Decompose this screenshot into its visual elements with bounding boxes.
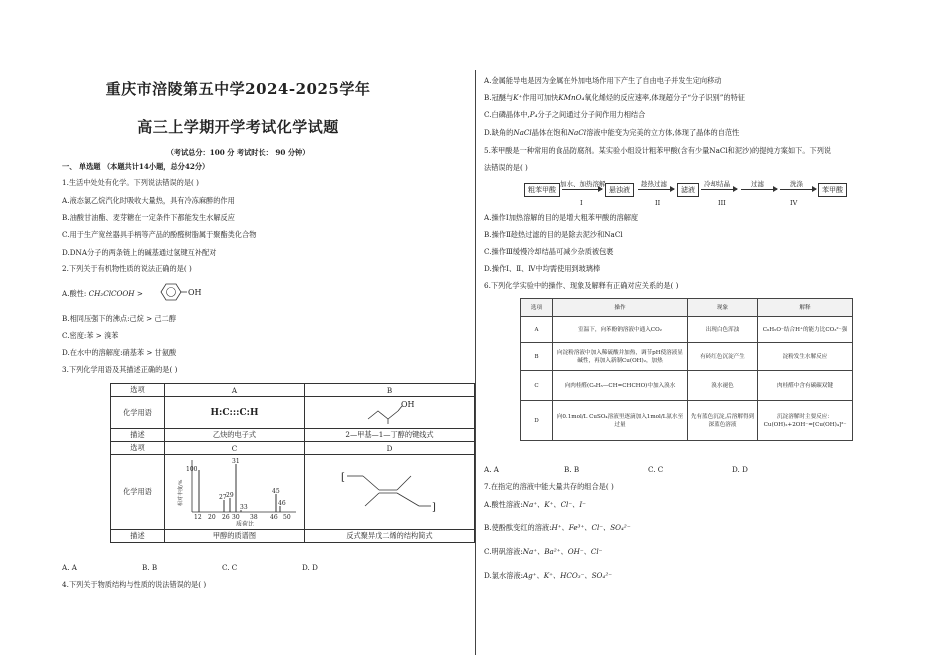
exam-info: （考试总分：100 分 考试时长： 90 分钟） [166,148,310,157]
q7-stem: 7.在指定的溶液中能大量共存的组合是( ) [484,482,614,491]
q2-option-c: C.密度:苯 > 溴苯 [62,331,119,340]
q6-row-a-explanation: C₆H₅O⁻结合H⁺的能力比CO₃²⁻强 [758,317,853,343]
ms-x-tick-12: 12 [193,514,202,521]
q4-option-b: B.冠醚与K⁺作用可加快KMnO₄氧化烯烃的反应速率,体现超分子“分子识别”的特征 [484,93,745,102]
ms-peak-label-27: 27 [218,494,227,501]
q6-row-b-explanation: 淀粉发生水解反应 [758,343,853,371]
ms-x-tick-38: 38 [249,514,258,521]
butanol-oh-label: OH [400,399,415,409]
phenol-structure [157,281,203,303]
q7-option-a: A.酸性溶液:Na⁺、K⁺、Cl⁻、I⁻ [484,500,586,509]
q6-row-d-phenomenon: 先有蓝色沉淀,后溶解得到深蓝色溶液 [688,401,758,441]
q6-row-b-operation: 向淀粉溶液中加入稀硫酸并加热，调节pH使溶液显碱性，再加入新制Cu(OH)₂，加热 [553,343,688,371]
q7-option-d: D.氯水溶液:Ag⁺、K⁺、HCO₃⁻、SO₄²⁻ [484,571,612,580]
q5-option-b: B.操作Ⅱ趁热过滤的目的是除去泥沙和NaCl [484,230,623,239]
ms-x-tick-26: 26 [221,514,230,521]
flow-box-crude: 粗苯甲酸 [524,183,560,197]
q3-row-label-desc1: 描述 [111,429,165,442]
phenol-oh-label: OH [188,288,202,297]
flow-arrow-4 [741,189,777,190]
q7-option-b: B.使酚酞变红的溶液:H⁺、Fe³⁺、Cl⁻、SO₄²⁻ [484,523,631,532]
q1-option-b: B.油酸甘油酯、麦芽糖在一定条件下都能发生水解反应 [62,213,235,222]
q5-stem-line1: 5.苯甲酸是一种常用的食品防腐剂。某实验小组设计粗苯甲酸(含有少量NaCl和泥沙)的提纯方案如下。下列说 [484,146,832,155]
q3-answer-b: B. B [142,563,158,572]
q3-header-c: C [165,442,305,455]
q5-option-c: C.操作Ⅲ缓慢冷却结晶可减少杂质被包裹 [484,247,614,256]
q3-row-label-use: 化学用语 [111,397,165,429]
ms-x-tick-50: 50 [282,514,291,521]
q2-a-formula: CH₂ClCOOH [88,289,135,298]
q2-option-b: B.相同压强下的沸点:己烷 > 己二醇 [62,314,177,323]
q6-row-d-option: D [521,401,553,441]
q6-table [520,298,853,441]
q3-d-polymer [305,455,475,530]
q6-row-d-explanation: 沉淀溶解时主要反应：Cu(OH)₂+2OH⁻=[Cu(OH)₄]²⁻ [758,401,853,441]
flow-box-suspension: 悬浊液 [605,183,634,197]
flow-step-5: 洗涤 [790,180,803,188]
ms-peak-label-31: 31 [231,458,240,465]
q6-row-a-phenomenon: 出现白色浑浊 [688,317,758,343]
q3-header-option: 选项 [111,384,165,397]
flow-arrow-5 [780,189,816,190]
svg-text:]: ] [431,502,436,513]
ms-peak-label-46: 46 [277,500,286,507]
exam-title-line2: 高三上学期开学考试化学试题 [137,118,339,136]
flow-roman-3: III [718,199,726,207]
q6-header-option: 选项 [521,299,553,317]
q3-table [110,383,475,543]
mass-spectrum-chart [170,456,300,526]
q3-a-desc: 乙炔的电子式 [165,429,305,442]
q1-option-a: A.液态氯乙烷汽化时吸收大量热，具有冷冻麻醉的作用 [62,196,235,205]
q6-header-phenomenon: 现象 [688,299,758,317]
q3-answer-a: A. A [62,563,77,572]
q6-row-b-option: B [521,343,553,371]
q4-option-c: C.白磷晶体中,P₄分子之间通过分子间作用力相结合 [484,110,646,119]
flow-box-product: 苯甲酸 [818,183,847,197]
q6-row-c-explanation: 肉桂醛中含有碳碳双键 [758,371,853,401]
q5-option-d: D.操作Ⅰ、Ⅱ、Ⅳ中均需使用到玻璃棒 [484,264,601,273]
ms-y-axis-label: 相对丰度/% [177,479,184,506]
q6-row-c-phenomenon: 溴水褪色 [688,371,758,401]
butanol-skeletal-structure [360,399,420,425]
flow-box-filtrate: 滤液 [677,183,699,197]
q3-c-desc: 甲醇的质谱图 [165,530,305,543]
q3-header-option-2: 选项 [111,442,165,455]
ms-peak-label-45: 45 [271,488,280,495]
q6-row-b-phenomenon: 有砖红色沉淀产生 [688,343,758,371]
q4-option-d: D.缺角的NaCl晶体在饱和NaCl溶液中能变为完美的立方体,体现了晶体的自范性 [484,128,740,137]
q3-row-label-desc2: 描述 [111,530,165,543]
ms-peak-label-100: 100 [185,466,197,473]
exam-title-line1: 重庆市涪陵第五中学2024-2025学年 [105,80,371,98]
q6-row-a-option: A [521,317,553,343]
ms-peak-label-29: 29 [225,492,234,499]
q6-header-operation: 操作 [553,299,688,317]
q5-flowchart [520,180,850,208]
flow-step-4: 过滤 [751,180,764,188]
q4-option-a: A.金属能导电是因为金属在外加电场作用下产生了自由电子并发生定向移动 [484,76,722,85]
q7-option-c: C.明矾溶液:Na⁺、Ba²⁺、OH⁻、Cl⁻ [484,547,603,556]
q6-answer-b: B. B [564,465,580,474]
ms-x-tick-20: 20 [207,514,216,521]
flow-roman-2: II [655,199,661,207]
q6-row-a-operation: 室温下，向苯酚钠溶液中通入CO₂ [553,317,688,343]
q4-stem: 4.下列关于物质结构与性质的说法错误的是( ) [62,580,207,589]
q6-answer-c: C. C [648,465,664,474]
flow-arrow-3 [701,189,737,190]
q6-row-d-operation: 向0.1mol/L CuSO₄溶液里逐滴加入1mol/L氨水至过量 [553,401,688,441]
q6-header-explanation: 解释 [758,299,853,317]
q2-option-d: D.在水中的溶解度:硝基苯 > 甘氨酸 [62,348,177,357]
ms-x-tick-46: 46 [269,514,278,521]
q3-header-b: B [305,384,475,397]
flow-step-3: 冷却结晶 [704,180,730,188]
q1-option-c: C.用于生产宽丝器具手柄等产品的酚醛树脂属于聚酯类化合物 [62,230,257,239]
q5-option-a: A.操作Ⅰ加热溶解的目的是增大粗苯甲酸的溶解度 [484,213,639,222]
q2-stem: 2.下列关于有机物性质的说法正确的是( ) [62,264,192,273]
polyisoprene-structure [335,462,445,520]
q6-answer-a: A. A [484,465,499,474]
q3-b-skeletal [305,397,475,429]
q5-stem-line2: 法错误的是( ) [484,163,528,172]
q3-a-electron-formula: H:C:::C:H [165,397,305,429]
flow-roman-4: IV [790,199,798,207]
q1-option-d: D.DNA分子的两条链上的碱基通过氢键互补配对 [62,248,217,257]
q6-row-c-operation: 向肉桂醛(C₆H₅—CH=CHCHO)中加入溴水 [553,371,688,401]
q3-stem: 3.下列化学用语及其描述正确的是( ) [62,365,178,374]
flow-roman-1: I [580,199,583,207]
q3-header-d: D [305,442,475,455]
q2-option-a: A.酸性: CH₂ClCOOH > [62,289,143,298]
svg-text:[: [ [340,472,345,483]
q3-c-mass-spectrum [165,455,305,530]
ms-x-tick-30: 30 [231,514,240,521]
q3-header-a: A [165,384,305,397]
ms-peak-label-33: 33 [239,504,248,511]
ms-x-axis-label: 质荷比 [235,521,254,526]
flow-step-2: 趁热过滤 [641,180,667,188]
q3-b-desc: 2—甲基—1—丁醇的键线式 [305,429,475,442]
q3-answer-c: C. C [222,563,238,572]
q3-d-desc: 反式聚异戊二烯的结构简式 [305,530,475,543]
flow-arrow-2 [638,189,674,190]
q3-answer-d: D. D [302,563,318,572]
section-heading: 一、 单选题 （本题共计14小题，总分42分） [62,162,210,171]
q6-stem: 6.下列化学实验中的操作、现象及解释有正确对应关系的是( ) [484,281,679,290]
q6-row-c-option: C [521,371,553,401]
q6-answer-d: D. D [732,465,748,474]
q3-row-label-use-2: 化学用语 [111,455,165,530]
flow-arrow-1 [562,189,602,190]
flow-step-1: 加水、加热溶解 [560,180,606,188]
q1-stem: 1.生活中处处有化学。下列说法错误的是( ) [62,178,199,187]
